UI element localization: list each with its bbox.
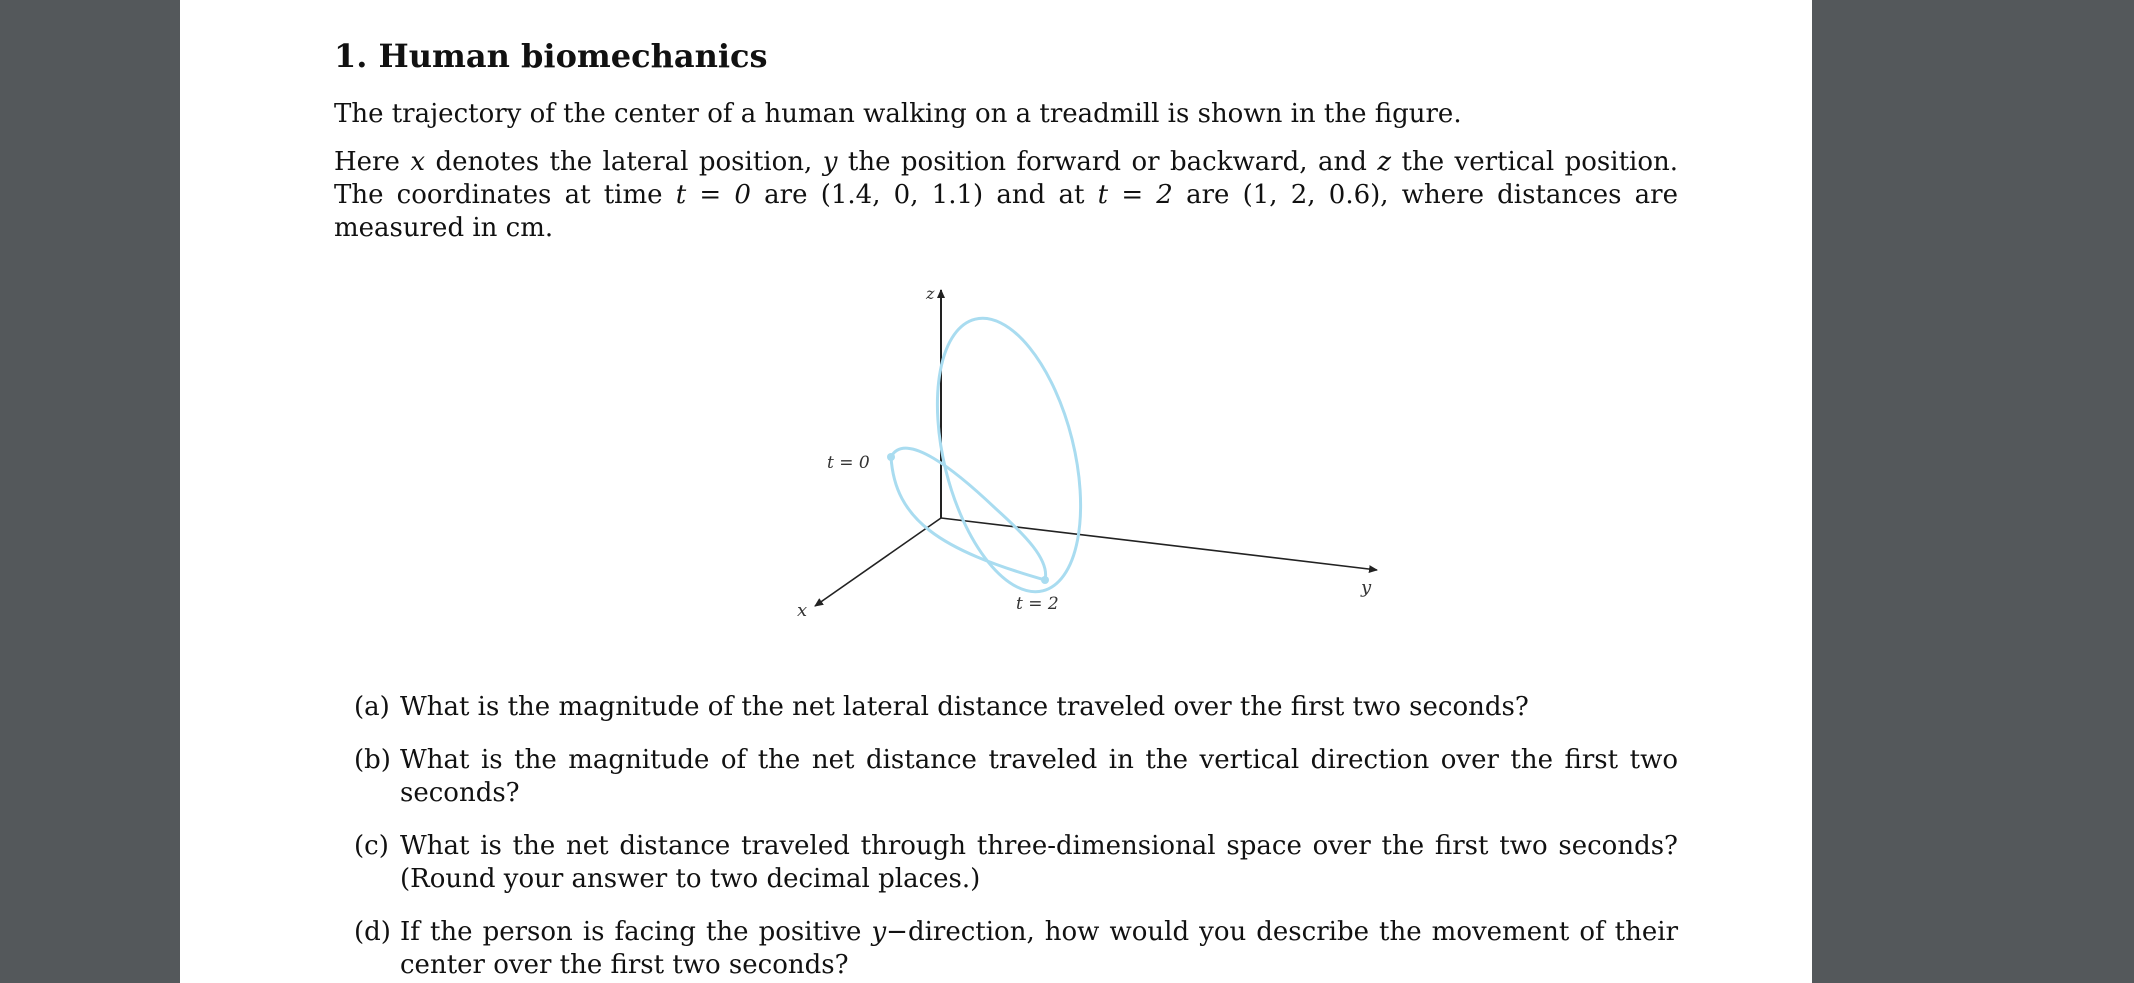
var-z: z — [1377, 147, 1392, 177]
document-content — [334, 28, 1678, 245]
question-label: (d) — [354, 917, 391, 947]
section-title: Human biomechanics — [378, 37, 768, 75]
desc-text-4: the vertical position. The coordinates at time — [334, 147, 1679, 210]
question-b — [354, 744, 1678, 810]
question-label: (c) — [354, 831, 389, 861]
desc-text-3: the position forward or backward, and — [837, 147, 1378, 177]
question-label: (a) — [354, 692, 390, 722]
trajectory-lower-arc — [891, 457, 1045, 580]
question-list — [354, 691, 1678, 983]
x-axis-label: x — [797, 600, 808, 621]
var-x: x — [410, 147, 425, 177]
section-number: 1. — [334, 37, 368, 75]
question-d — [354, 916, 1678, 982]
desc-text-2: denotes the lateral position, — [425, 147, 823, 177]
end-point — [1041, 576, 1049, 584]
desc-text-7: are — [1172, 180, 1243, 210]
question-label: (b) — [354, 745, 391, 775]
coordinate-t0: (1.4, 0, 1.1) — [820, 180, 984, 210]
z-axis-label: z — [926, 284, 935, 303]
t0-expression: t = 0 — [675, 180, 751, 210]
desc-text-8: , where distances are measured in cm. — [334, 180, 1678, 243]
question-var-y: y — [871, 917, 887, 947]
y-axis-label: y — [1361, 577, 1372, 598]
desc-text-6: and at — [983, 180, 1098, 210]
question-text: What is the magnitude of the net lateral distance traveled over the first two seconds? — [400, 692, 1529, 722]
t2-label: t = 2 — [1016, 594, 1059, 614]
y-axis — [941, 518, 1377, 570]
desc-text-1: Here — [334, 147, 411, 177]
section-heading — [334, 28, 1678, 84]
question-text: What is the net distance traveled through three-dimensional space over the first two seconds? (Round your answer to two decimal places.) — [400, 831, 1678, 894]
question-text: What is the magnitude of the net distance traveled in the vertical direction over the first two seconds? — [400, 745, 1678, 808]
intro-paragraph: The trajectory of the center of a human walking on a treadmill is shown in the figure. — [334, 99, 1462, 129]
document-page — [180, 0, 1812, 983]
question-text-after: −direction, how would you describe the movement of their center over the first two seconds? — [400, 917, 1678, 980]
start-point — [887, 453, 895, 461]
coordinate-t2: (1, 2, 0.6) — [1242, 180, 1381, 210]
question-a — [354, 691, 1678, 724]
question-text-before: If the person is facing the positive — [400, 917, 872, 947]
description-paragraph — [334, 146, 1678, 245]
t0-label: t = 0 — [827, 453, 870, 473]
t2-expression: t = 2 — [1097, 180, 1173, 210]
var-y: y — [822, 147, 838, 177]
question-c — [354, 830, 1678, 896]
trajectory-figure — [795, 250, 1395, 650]
trajectory-diagram — [795, 250, 1395, 650]
x-axis — [815, 518, 941, 606]
desc-text-5: are — [750, 180, 821, 210]
